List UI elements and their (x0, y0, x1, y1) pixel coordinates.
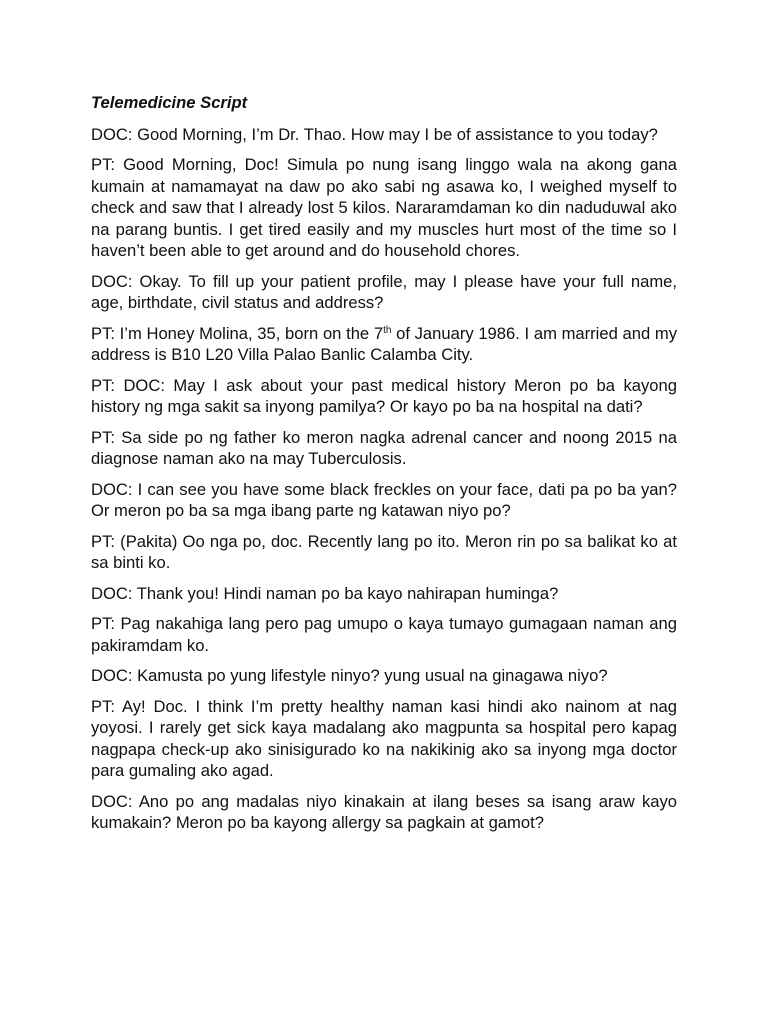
paragraph-pt-breathing: PT: Pag nakahiga lang pero pag umupo o kaya tumayo gumagaan naman ang pakiramdam ko. (91, 614, 677, 655)
paragraph-pt-lifestyle: PT: Ay! Doc. I think I’m pretty healthy naman kasi hindi ako nainom at nag yoyosi. I rarely get sick kaya madalang ako magpunta sa hospital pero kapag nagpapa check-up ako sinisigurado ko na nakikinig ako sa inyong mga doctor para gumaling ako agad. (91, 696, 677, 780)
document-title: Telemedicine Script (91, 93, 248, 112)
paragraph-medical-history-question: PT: DOC: May I ask about your past medical history Meron po ba kayong history ng mga sakit sa inyong pamilya? Or kayo po ba na hospital na dati? (91, 375, 677, 416)
paragraph-doc-greeting: DOC: Good Morning, I’m Dr. Thao. How may I be of assistance to you today? (91, 124, 658, 144)
paragraph-pt-symptoms: PT: Good Morning, Doc! Simula po nung isang linggo wala na akong gana kumain at namamayat na daw po ako sabi ng asawa ko, I weighed myself to check and saw that I already lost 5 kilos. Nararamdaman ko din naduduwal ako na parang buntis. I get tired easily and my muscles hurt most of the time so I haven’t been able to get around and do household chores. (91, 155, 677, 260)
paragraph-doc-breathing: DOC: Thank you! Hindi naman po ba kayo nahirapan huminga? (91, 583, 559, 603)
paragraph-pt-profile-before: PT: I’m Honey Molina, 35, born on the 7 (91, 323, 384, 343)
paragraph-doc-lifestyle: DOC: Kamusta po yung lifestyle ninyo? yung usual na ginagawa niyo? (91, 666, 608, 685)
ordinal-suffix: th (383, 324, 392, 336)
paragraph-pt-profile (91, 323, 677, 366)
paragraph-doc-freckles: DOC: I can see you have some black freckles on your face, dati pa po ba yan? Or meron po ba sa mga ibang parte ng katawan niyo po? (91, 479, 677, 520)
paragraph-doc-diet: DOC: Ano po ang madalas niyo kinakain at ilang beses sa isang araw kayo kumakain? Meron po ba kayong allergy sa pagkain at gamot? (91, 791, 677, 832)
document-body (91, 92, 677, 843)
paragraph-pt-family-history: PT: Sa side po ng father ko meron nagka adrenal cancer and noong 2015 na diagnose naman ako na may Tuberculosis. (91, 427, 677, 468)
paragraph-pt-profile-after: of January 1986. I am married and my address is B10 L20 Villa Palao Banlic Calamba City. (91, 323, 677, 364)
paragraph-doc-profile-request: DOC: Okay. To fill up your patient profile, may I please have your full name, age, birthdate, civil status and address? (91, 271, 677, 312)
paragraph-pt-freckles: PT: (Pakita) Oo nga po, doc. Recently lang po ito. Meron rin po sa balikat ko at sa binti ko. (91, 531, 677, 572)
